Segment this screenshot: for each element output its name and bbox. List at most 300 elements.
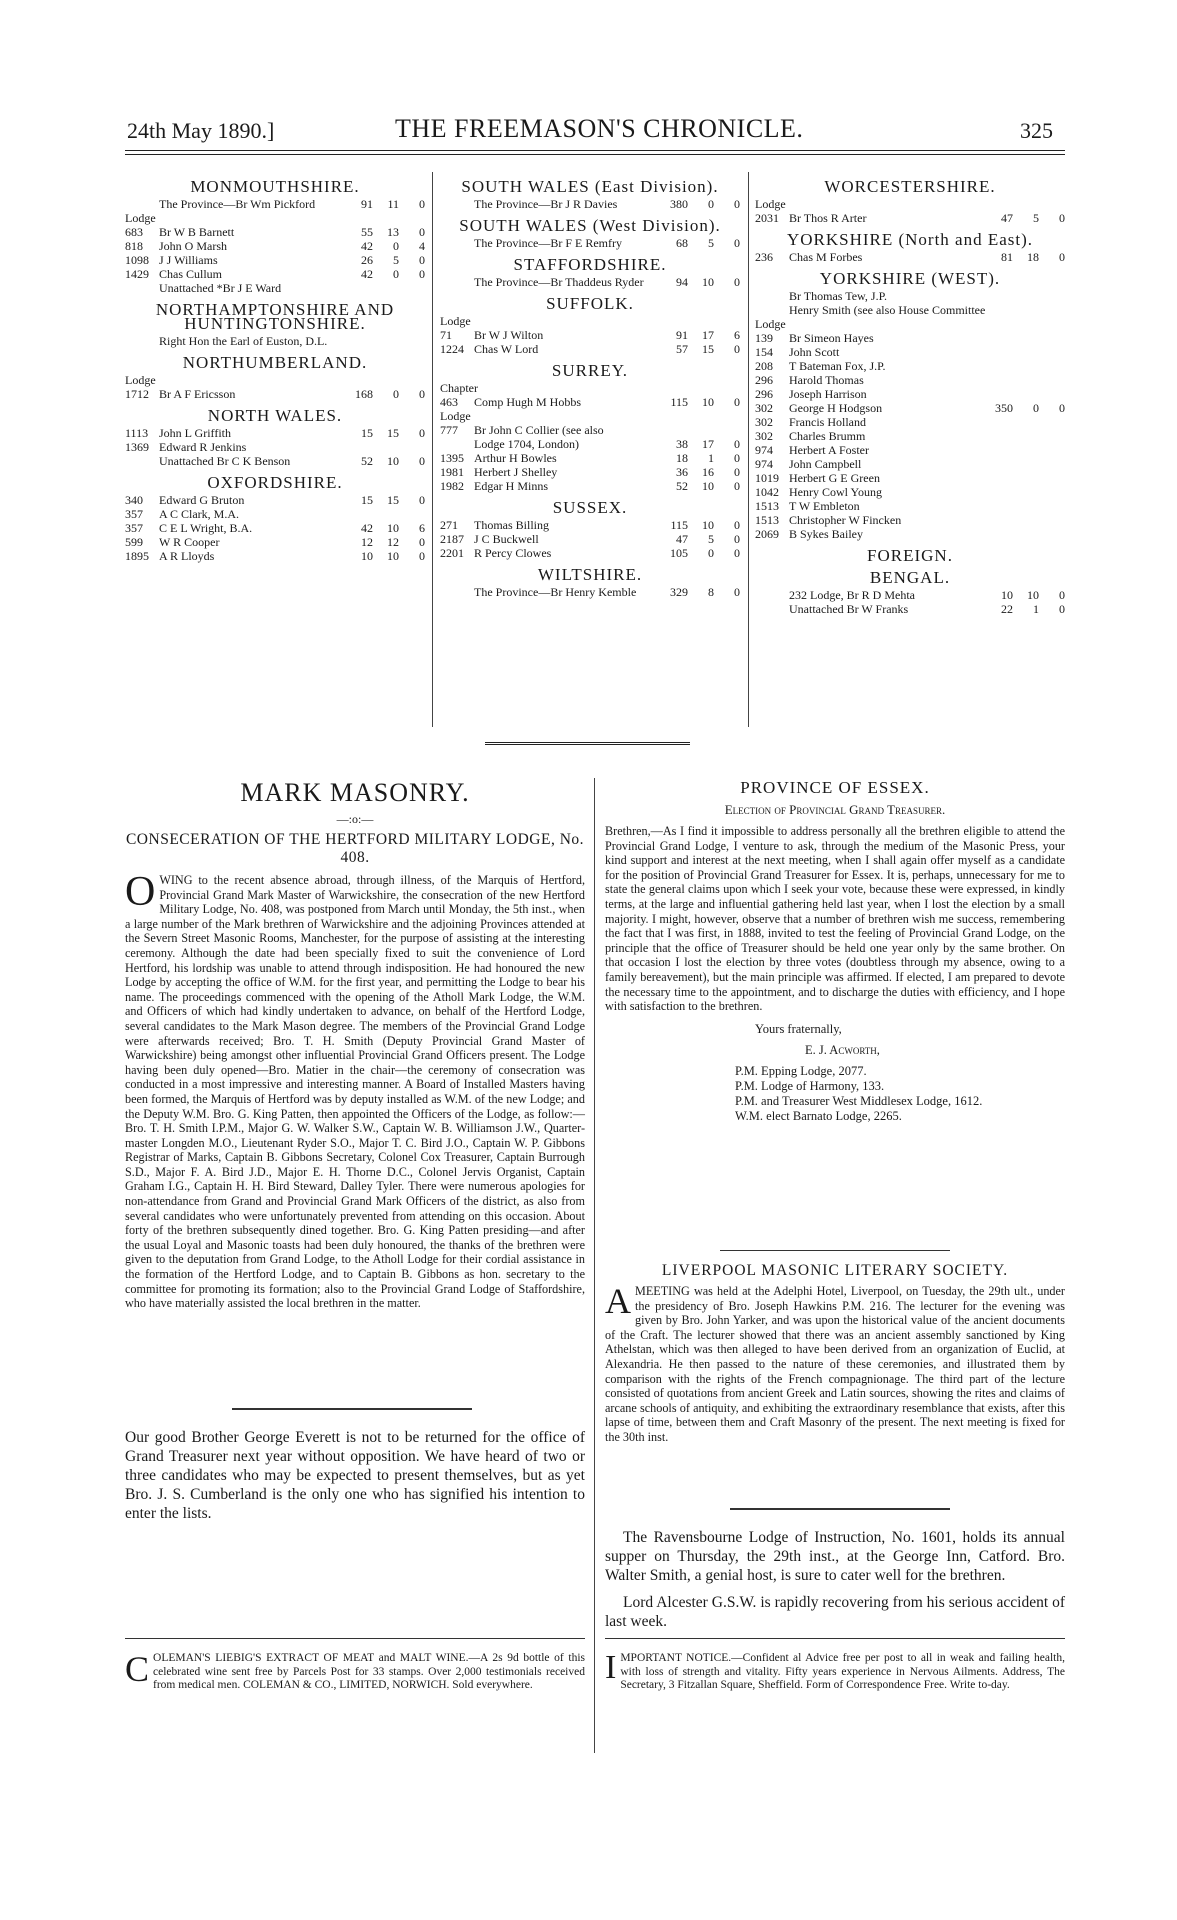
- amount-shillings: 1: [1033, 602, 1039, 616]
- column-divider: [748, 172, 749, 727]
- section-rule: [720, 1250, 950, 1251]
- subscription-row: [125, 334, 425, 348]
- amount-pence: 0: [734, 197, 740, 211]
- amount-shillings: 0: [708, 546, 714, 560]
- amount: [991, 289, 1065, 303]
- liverpool-article: [605, 1262, 1065, 1445]
- amount-shillings: 0: [393, 267, 399, 281]
- lodge-number: 1224: [440, 342, 464, 356]
- amount-pence: [1043, 415, 1065, 429]
- amount: [666, 342, 740, 356]
- amount-pounds: [991, 331, 1013, 345]
- lodge-number: 1712: [125, 387, 149, 401]
- county-heading: NORTHUMBERLAND.: [182, 353, 368, 372]
- lodge-number: 2031: [755, 211, 779, 225]
- county-heading: FOREIGN.: [867, 546, 953, 565]
- amount-shillings: [1017, 499, 1039, 513]
- subscription-row: [440, 328, 740, 342]
- county-heading: SURREY.: [551, 361, 629, 380]
- amount-pence: 6: [419, 521, 425, 535]
- lodge-number: 974: [755, 457, 773, 471]
- amount: [351, 225, 425, 239]
- amount-pounds: [991, 527, 1013, 541]
- subscription-row: [125, 253, 425, 267]
- amount-pence: [1043, 317, 1065, 331]
- amount-pence: [1043, 457, 1065, 471]
- important-notice-advert: [605, 1649, 1065, 1693]
- amount-shillings: 15: [387, 426, 399, 440]
- subscriber-name: Francis Holland: [789, 415, 866, 429]
- lodge-number: [125, 334, 159, 348]
- subscription-row: [440, 546, 740, 560]
- lodge-number: Chapter: [440, 381, 478, 395]
- lodge-number: 139: [755, 331, 773, 345]
- amount-shillings: [377, 440, 399, 454]
- amount: [991, 373, 1065, 387]
- amount-pounds: 57: [676, 342, 688, 356]
- amount-pence: [1043, 429, 1065, 443]
- amount-pounds: 47: [676, 532, 688, 546]
- subscriber-name: Herbert G E Green: [789, 471, 880, 485]
- amount-pence: [718, 381, 740, 395]
- ad-drop-cap: I: [605, 1649, 617, 1686]
- subscription-row: [755, 513, 1065, 527]
- subscriber-name: Lodge 1704, London): [474, 437, 579, 451]
- subscriber-name: Herbert A Foster: [789, 443, 869, 457]
- subscription-row: [755, 485, 1065, 499]
- lodge-number: [440, 236, 474, 250]
- lodge-number: 2187: [440, 532, 464, 546]
- amount-pounds: 26: [361, 253, 373, 267]
- amount: [991, 359, 1065, 373]
- amount-pounds: [991, 429, 1013, 443]
- subscriber-name: Unattached *Br J E Ward: [159, 281, 282, 295]
- amount-pence: [1043, 485, 1065, 499]
- subscriber-name: The Province—Br F E Remfry: [474, 236, 622, 250]
- amount: [666, 437, 740, 451]
- amount: [991, 602, 1065, 616]
- essex-closing: Yours fraternally,: [755, 1021, 842, 1036]
- amount-pence: [1043, 443, 1065, 457]
- amount-shillings: [1017, 331, 1039, 345]
- amount-pence: 0: [419, 535, 425, 549]
- amount-pence: [1043, 513, 1065, 527]
- amount-pounds: [991, 457, 1013, 471]
- subscription-row: [755, 471, 1065, 485]
- amount-pence: 0: [419, 387, 425, 401]
- amount-shillings: 12: [387, 535, 399, 549]
- drop-cap: A: [605, 1281, 631, 1321]
- subscription-row: [755, 317, 1065, 331]
- amount-pence: 0: [734, 342, 740, 356]
- amount-shillings: 5: [1033, 211, 1039, 225]
- amount-shillings: 10: [702, 395, 714, 409]
- amount: [351, 440, 425, 454]
- subscriber-name: John Campbell: [789, 457, 862, 471]
- lodge-number: Lodge: [440, 314, 471, 328]
- amount-shillings: 13: [387, 225, 399, 239]
- subscription-row: [440, 532, 740, 546]
- amount-pounds: 94: [676, 275, 688, 289]
- amount-pence: 0: [1059, 211, 1065, 225]
- amount-shillings: [1017, 359, 1039, 373]
- amount-pence: [403, 211, 425, 225]
- lodge-number: [440, 585, 474, 599]
- amount-shillings: [1017, 387, 1039, 401]
- amount-shillings: 11: [387, 197, 399, 211]
- lodge-number: Lodge: [755, 317, 786, 331]
- ravensbourne-note: [605, 1528, 1065, 1631]
- lodge-number: 1042: [755, 485, 779, 499]
- amount-shillings: [1017, 443, 1039, 457]
- amount: [351, 197, 425, 211]
- lodge-number: 1513: [755, 513, 779, 527]
- amount-shillings: [377, 334, 399, 348]
- subscriber-name: Br Thos R Arter: [789, 211, 867, 225]
- subscriber-name: [786, 197, 991, 211]
- amount-shillings: 10: [1027, 588, 1039, 602]
- lodge-number: 599: [125, 535, 143, 549]
- amount-pence: [1043, 387, 1065, 401]
- amount-shillings: [1017, 429, 1039, 443]
- subscriptions-column-1: [125, 172, 425, 563]
- subscription-row: [125, 521, 425, 535]
- amount-pounds: 68: [676, 236, 688, 250]
- subscription-row: [440, 479, 740, 493]
- separator: —:o:—: [336, 812, 374, 826]
- amount-pence: [1043, 359, 1065, 373]
- credential-line: W.M. elect Barnato Lodge, 2265.: [735, 1108, 902, 1123]
- lodge-number: [125, 197, 159, 211]
- essex-signature: E. J. Acworth,: [805, 1042, 880, 1057]
- amount-pounds: [991, 443, 1013, 457]
- lodge-number: [755, 289, 789, 303]
- county-heading: WILTSHIRE.: [537, 565, 643, 584]
- subscription-row: [125, 211, 425, 225]
- subscription-row: [125, 507, 425, 521]
- amount-pounds: 15: [361, 426, 373, 440]
- amount: [666, 197, 740, 211]
- amount-pence: [403, 334, 425, 348]
- amount: [351, 267, 425, 281]
- amount-pounds: [991, 317, 1013, 331]
- subscriber-name: Chas Cullum: [159, 267, 223, 281]
- subscription-row: [755, 359, 1065, 373]
- county-heading: OXFORDSHIRE.: [207, 473, 343, 492]
- lodge-number: [125, 454, 159, 468]
- amount: [991, 588, 1065, 602]
- subscription-row: [440, 197, 740, 211]
- page-date: 24th May 1890.]: [127, 118, 275, 143]
- amount-pounds: [351, 281, 373, 295]
- subscription-row: [755, 457, 1065, 471]
- amount: [351, 535, 425, 549]
- subscriber-name: Edward R Jenkins: [159, 440, 247, 454]
- drop-cap: O: [125, 869, 156, 915]
- lodge-number: 818: [125, 239, 143, 253]
- section-rule: [605, 1638, 1065, 1639]
- amount: [991, 303, 1065, 317]
- amount-pounds: [991, 499, 1013, 513]
- amount-pounds: 22: [1001, 602, 1013, 616]
- lodge-number: [755, 602, 789, 616]
- lodge-number: 974: [755, 443, 773, 457]
- amount: [666, 395, 740, 409]
- amount-pounds: 55: [361, 225, 373, 239]
- amount-pounds: [991, 359, 1013, 373]
- subscriber-name: Christopher W Fincken: [789, 513, 902, 527]
- amount-pence: 0: [734, 437, 740, 451]
- county-heading: SUSSEX.: [552, 498, 628, 517]
- amount-pounds: [666, 381, 688, 395]
- coleman-advert: [125, 1649, 585, 1693]
- amount-shillings: 17: [702, 437, 714, 451]
- subscriber-name: Unattached Br W Franks: [789, 602, 909, 616]
- amount-shillings: [377, 373, 399, 387]
- amount: [991, 345, 1065, 359]
- amount-pounds: [991, 197, 1013, 211]
- subscriber-name: T Bateman Fox, J.P.: [789, 359, 886, 373]
- amount-pence: [1043, 303, 1065, 317]
- amount-pounds: 380: [670, 197, 688, 211]
- lodge-number: Lodge: [125, 373, 156, 387]
- amount-pence: [403, 440, 425, 454]
- amount: [991, 415, 1065, 429]
- subscription-row: [125, 440, 425, 454]
- amount-shillings: [692, 314, 714, 328]
- amount-shillings: 15: [702, 342, 714, 356]
- amount-shillings: 5: [393, 253, 399, 267]
- subscription-row: [125, 493, 425, 507]
- amount-pounds: 105: [670, 546, 688, 560]
- amount-pounds: 12: [361, 535, 373, 549]
- amount: [351, 334, 425, 348]
- amount-shillings: 5: [708, 532, 714, 546]
- amount-pounds: [991, 345, 1013, 359]
- subscriber-name: [478, 381, 666, 395]
- subscription-row: [755, 499, 1065, 513]
- subscriber-name: George H Hodgson: [789, 401, 883, 415]
- amount-pence: 0: [419, 225, 425, 239]
- subscription-row: [440, 236, 740, 250]
- county-heading: WORCESTERSHIRE.: [824, 177, 996, 196]
- amount-pounds: [351, 507, 373, 521]
- amount: [666, 585, 740, 599]
- amount-shillings: [1017, 303, 1039, 317]
- lodge-number: 1098: [125, 253, 149, 267]
- county-heading: NORTH WALES.: [207, 406, 343, 425]
- subscription-row: [755, 250, 1065, 264]
- amount-pence: [1043, 499, 1065, 513]
- amount-pence: [1043, 527, 1065, 541]
- subscription-row: [755, 387, 1065, 401]
- credential-line: P.M. Lodge of Harmony, 133.: [735, 1078, 885, 1093]
- lodge-number: [440, 197, 474, 211]
- subscription-row: [755, 197, 1065, 211]
- amount-pounds: 47: [1001, 211, 1013, 225]
- amount-pence: [1043, 373, 1065, 387]
- amount-pence: 0: [734, 275, 740, 289]
- amount-pence: 0: [734, 479, 740, 493]
- amount: [991, 211, 1065, 225]
- subscriber-name: [471, 314, 666, 328]
- amount: [991, 513, 1065, 527]
- subscriber-name: W R Cooper: [159, 535, 220, 549]
- amount-pence: 0: [1059, 401, 1065, 415]
- section-rule: [485, 742, 690, 745]
- lodge-number: 302: [755, 401, 773, 415]
- subscriber-name: C E L Wright, B.A.: [159, 521, 253, 535]
- amount-shillings: [692, 381, 714, 395]
- amount-pence: 0: [734, 236, 740, 250]
- subscription-row: [125, 549, 425, 563]
- amount-pence: 0: [734, 546, 740, 560]
- amount-pounds: 42: [361, 267, 373, 281]
- subscription-row: [755, 373, 1065, 387]
- amount-shillings: 0: [393, 387, 399, 401]
- amount-shillings: [1017, 485, 1039, 499]
- amount-pounds: [351, 440, 373, 454]
- amount-shillings: [1017, 513, 1039, 527]
- amount-shillings: [1017, 527, 1039, 541]
- amount-pence: 0: [1059, 602, 1065, 616]
- amount-shillings: 0: [708, 197, 714, 211]
- page-number: 325: [1020, 118, 1053, 143]
- lodge-number: 1113: [125, 426, 149, 440]
- amount-shillings: [1017, 345, 1039, 359]
- subscriber-name: R Percy Clowes: [474, 546, 552, 560]
- lodge-number: Lodge: [440, 409, 471, 423]
- subscription-row: [755, 443, 1065, 457]
- amount-pounds: [991, 485, 1013, 499]
- amount-shillings: [692, 423, 714, 437]
- amount-pounds: [991, 373, 1013, 387]
- amount: [351, 549, 425, 563]
- amount-pounds: [991, 513, 1013, 527]
- section-rule: [730, 1508, 950, 1510]
- amount: [991, 331, 1065, 345]
- amount: [991, 429, 1065, 443]
- county-heading: BENGAL.: [869, 568, 951, 587]
- amount-pounds: 18: [676, 451, 688, 465]
- amount: [351, 507, 425, 521]
- amount-pounds: [351, 334, 373, 348]
- amount: [351, 239, 425, 253]
- amount: [351, 426, 425, 440]
- subscription-row: [755, 429, 1065, 443]
- subscriptions-column-2: [440, 172, 740, 599]
- subscriber-name: Chas M Forbes: [789, 250, 863, 264]
- lodge-number: [125, 281, 159, 295]
- mark-masonry-article: [125, 778, 585, 1311]
- subscriptions-column-3: [755, 172, 1065, 616]
- header-rule: [125, 150, 1065, 151]
- lodge-number: 683: [125, 225, 143, 239]
- amount-shillings: [692, 409, 714, 423]
- essex-credentials: [735, 1064, 1065, 1124]
- lodge-number: [755, 303, 789, 317]
- amount-shillings: [377, 281, 399, 295]
- subscription-row: [125, 373, 425, 387]
- header-rule-thin: [125, 154, 1065, 155]
- amount-pounds: [991, 415, 1013, 429]
- lodge-number: 1395: [440, 451, 464, 465]
- lodge-number: 2069: [755, 527, 779, 541]
- amount: [351, 454, 425, 468]
- subscriber-name: Right Hon the Earl of Euston, D.L.: [159, 334, 328, 348]
- subscriber-name: Br Simeon Hayes: [789, 331, 874, 345]
- lodge-number: 357: [125, 521, 143, 535]
- amount: [351, 493, 425, 507]
- subscriber-name: Br A F Ericsson: [159, 387, 236, 401]
- subscription-row: [125, 426, 425, 440]
- amount: [666, 546, 740, 560]
- amount: [351, 521, 425, 535]
- amount-pence: 0: [419, 253, 425, 267]
- alcester-text: Lord Alcester G.S.W. is rapidly recovering from his serious accident of last week.: [605, 1594, 1065, 1630]
- credential-line: P.M. and Treasurer West Middlesex Lodge, 1612.: [735, 1093, 983, 1108]
- amount: [351, 211, 425, 225]
- amount-pounds: [991, 387, 1013, 401]
- subscriber-name: Br Thomas Tew, J.P.: [789, 289, 887, 303]
- subscriber-name: Henry Smith (see also House Committee: [789, 303, 986, 317]
- lodge-number: 1895: [125, 549, 149, 563]
- subscriber-name: [156, 211, 351, 225]
- ad-drop-cap: C: [125, 1649, 150, 1689]
- subscriber-name: A R Lloyds: [159, 549, 215, 563]
- amount-pence: 0: [734, 585, 740, 599]
- county-heading: MONMOUTHSHIRE.: [190, 177, 360, 196]
- subscriber-name: Joseph Harrison: [789, 387, 867, 401]
- important-notice-text: MPORTANT NOTICE.—Confident al Advice free per post to all in weak and failing health, with loss of strength and vitality. Fifty years experience in Nervous Ailments. Address, The Secretary, 3 Fitzallan Square, Sheffield. Form of Correspondence Free. Write to-day.: [620, 1652, 1065, 1691]
- amount-pence: [403, 507, 425, 521]
- subscription-row: [755, 401, 1065, 415]
- lodge-number: 340: [125, 493, 143, 507]
- lodge-number: 208: [755, 359, 773, 373]
- amount-shillings: [1017, 457, 1039, 471]
- amount: [351, 373, 425, 387]
- amount-pence: [718, 409, 740, 423]
- amount-shillings: [1017, 197, 1039, 211]
- subscription-row: [440, 518, 740, 532]
- amount-pence: 0: [419, 493, 425, 507]
- amount-shillings: 10: [702, 518, 714, 532]
- amount-pence: [1043, 331, 1065, 345]
- lodge-number: Lodge: [755, 197, 786, 211]
- subscriber-name: Arthur H Bowles: [474, 451, 557, 465]
- lodge-number: 154: [755, 345, 773, 359]
- subscription-row: [755, 527, 1065, 541]
- amount-pounds: 36: [676, 465, 688, 479]
- lodge-number: 1019: [755, 471, 779, 485]
- subscription-row: [125, 281, 425, 295]
- credential-line: P.M. Epping Lodge, 2077.: [735, 1063, 867, 1078]
- amount-pence: 0: [734, 451, 740, 465]
- lodge-number: 463: [440, 395, 458, 409]
- subscriber-name: J C Buckwell: [474, 532, 539, 546]
- essex-body: Brethren,—As I find it impossible to address personally all the brethren eligible to attend the Provincial Grand Lodge, I venture to ask, through the medium of the Masonic Press, your kind support and interest at the next meeting, when I shall again offer myself as a candidate for the position of Provincial Grand Treasurer for Essex. It is, perhaps, unnecessary for me to state the general claims upon which I seek your vote, because these were expressed, in kindly terms, at the large and influential gathering held last year, when I lost the election by a small majority. I might, however, observe that a number of brethren wish me success, remembering the fact that I was first, in 1888, invited to test the feeling of Provincial Grand Lodge, on the principle that the office of Treasurer should be held one year only by the same brother. On that occasion I lost the election by three votes (doubtless through my absence, owing to a family bereavement), but the main principle was affirmed. If elected, I am prepared to devote the necessary time to the appointment, and to discharge the duties with efficiency, and I hope with satisfaction to the brethren.: [605, 824, 1065, 1014]
- subscriber-name: [786, 317, 991, 331]
- subscriber-name: T W Embleton: [789, 499, 860, 513]
- lodge-number: 296: [755, 387, 773, 401]
- amount-shillings: [1017, 471, 1039, 485]
- subscription-row: [125, 454, 425, 468]
- subscriber-name: The Province—Br Wm Pickford: [159, 197, 316, 211]
- subscription-row: [125, 387, 425, 401]
- mark-masonry-body: WING to the recent absence abroad, through illness, of the Marquis of Hertford, Provincial Grand Mark Master of Warwickshire, the consecration of the new Hertford Military Lodge, No. 408, was postponed from March until Monday, the 5th inst., when a large number of the Mark brethren of Warwickshire and the adjoining Provinces attended at the Severn Street Masonic Rooms, Manchester, for the purpose of assisting at the interesting ceremony. Although the date had been specially fixed to suit the convenience of Lord Hertford, his lordship was unable to attend through indisposition. He had honoured the new Lodge by accepting the office of W.M. for the first year, and permitting the Lodge to bear his name. The proceedings commenced with the opening of the Atholl Mark Lodge, the W.M. and Officers of which had kindly undertaken to advance, on behalf of the Hertford Lodge, several candidates to the Mark Mason degree. The members of the Provincial Grand Lodge were afterwards received; Bro. T. H. Smith (Deputy Provincial Grand Master of Warwickshire) being amongst other influential Provincial Grand Officers present. The Lodge having been duly opened—Bro. Matier in the chair—the ceremony of consecration was conducted in a most impressive and interesting manner. A Board of Installed Masters having been formed, the Marquis of Hertford was by deputy installed as W.M. of the new Lodge; and the Deputy W.M. Bro. G. King Patten, then appointed the Officers of the Lodge, as follow:—Bro. T. H. Smith I.P.M., Major G. W. Walker S.W., Captain W. B. Williamson J.W., Quarter-master Longden M.O., Lieutenant Ryder S.O., Major T. C. Bird J.O., Captain W. P. Gibbons Registrar of Marks, Captain B. Gibbons Secretary, Colonel Cox Treasurer, Captain Burrough S.D., Major F. A. Bird J.D., Major E. H. Thorne D.C., Colonel Jervis Organist, Captain Graham I.G., Captain H. H. Bird Steward, Dalley Tyler. There were numerous apologies for non-attendance from Grand and Provincial Grand Mark Officers of the district, as also from several candidates who were unfortunately prevented from attending on this occasion. About forty of the brethren subsequently dined together. Bro. G. King Patten presiding—and after the usual Loyal and Masonic toasts had been duly honoured, the thanks of the brethren were given to the deputation from Grand Lodge, to the Atholl Lodge for their cordial assistance in the formation of the Hertford Lodge, and to Captain B. Gibbons as hon. secretary to the committee for promoting its formation; also to the Provincial Grand Lodge of Staffordshire, who have materially assisted the local brethren in the matter.: [125, 873, 585, 1311]
- amount: [991, 197, 1065, 211]
- amount-pounds: 38: [676, 437, 688, 451]
